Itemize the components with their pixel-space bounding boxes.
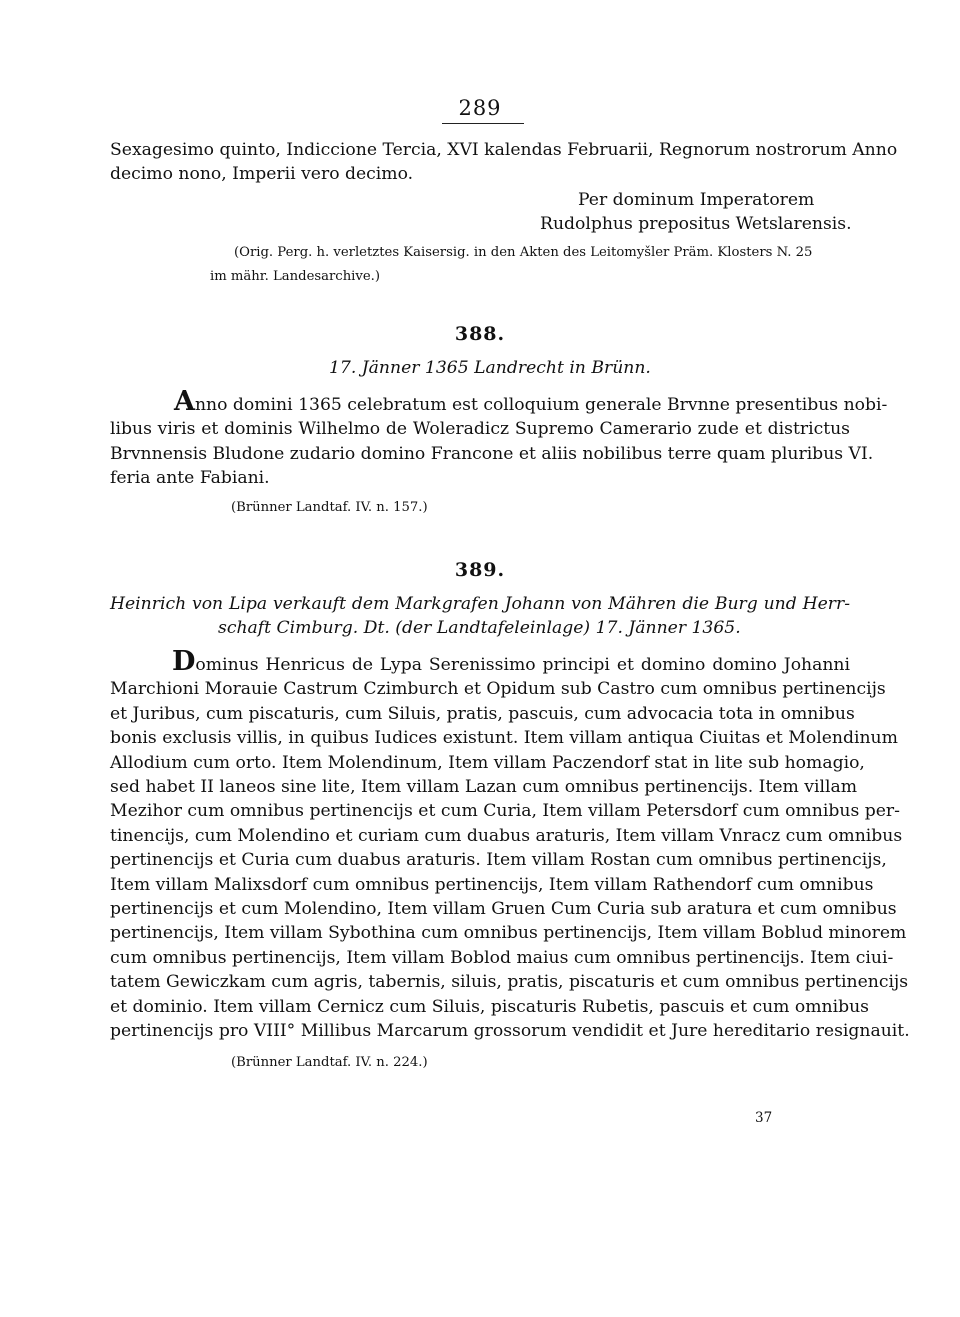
source-note: (Brünner Landtaf. IV. n. 224.)	[231, 1055, 428, 1070]
drop-initial: D	[172, 646, 196, 677]
document-number: 389.	[454, 559, 506, 581]
paragraph-line: sed habet II laneos sine lite, Item villam Lazan cum omnibus pertinencijs. Item villam	[110, 777, 858, 798]
paragraph-line: cum omnibus pertinencijs, Item villam Boblod maius cum omnibus pertinencijs. Item ciui-	[110, 947, 894, 968]
paragraph-line: Item villam Malixsdorf cum omnibus pertinencijs, Item villam Rathendorf cum omnibus	[110, 874, 874, 895]
paragraph-line: feria ante Fabiani.	[110, 468, 270, 489]
document-heading: Heinrich von Lipa verkauft dem Markgrafen Johann von Mähren die Burg und Herr-	[110, 594, 850, 614]
paragraph-line: Brvnnensis Bludone zudario domino Francone et aliis nobilibus terre quam pluribus VI.	[110, 443, 874, 464]
paragraph-line: Marchioni Morauie Castrum Czimburch et Opidum sub Castro cum omnibus pertinencijs	[110, 679, 886, 700]
paragraph-line: tatem Gewiczkam cum agris, tabernis, siluis, pratis, piscaturis et cum omnibus pertinencijs	[110, 972, 909, 993]
paragraph-line: Anno domini 1365 celebratum est colloquium generale Brvnne presentibus nobi-	[174, 386, 888, 417]
source-note: (Orig. Perg. h. verletztes Kaisersig. in den Akten des Leitomyšler Präm. Klosters N. 25	[234, 245, 813, 260]
document-number: 388.	[454, 323, 506, 345]
paragraph-line: tinencijs, cum Molendino et curiam cum duabus araturis, Item villam Vnracz cum omnibus	[110, 825, 903, 846]
source-note: im mähr. Landesarchive.)	[210, 269, 380, 284]
paragraph-line: Allodium cum orto. Item Molendinum, Item villam Paczendorf stat in lite sub homagio,	[110, 752, 865, 773]
paragraph-line: bonis exclusis villis, in quibus Iudices existunt. Item villam antiqua Ciuitas et Molendinum	[110, 728, 898, 749]
page-number: 289	[458, 96, 502, 120]
page-number-rule	[442, 123, 524, 124]
drop-initial: A	[174, 386, 195, 417]
signature-line: Rudolphus prepositus Wetslarensis.	[540, 214, 852, 234]
top-paragraph	[110, 138, 898, 187]
paragraph-line: pertinencijs et Curia cum duabus araturis. Item villam Rostan cum omnibus pertinencijs,	[110, 850, 887, 871]
footer-page-number: 37	[755, 1110, 773, 1126]
doc-389-body	[110, 646, 910, 1044]
document-heading: 17. Jänner 1365 Landrecht in Brünn.	[329, 358, 651, 378]
source-note: (Brünner Landtaf. IV. n. 157.)	[231, 500, 428, 515]
paragraph-line: et dominio. Item villam Cernicz cum Siluis, piscaturis Rubetis, pascuis et cum omnibus	[110, 996, 870, 1017]
document-heading: schaft Cimburg. Dt. (der Landtafeleinlage) 17. Jänner 1365.	[218, 618, 741, 638]
paragraph-line: Dominus Henricus de Lypa Serenissimo principi et domino domino Johanni	[172, 646, 850, 677]
paragraph-line: pertinencijs et cum Molendino, Item villam Gruen Cum Curia sub aratura et cum omnibus	[110, 899, 897, 920]
paragraph-line: et Juribus, cum piscaturis, cum Siluis, pratis, pascuis, cum advocacia tota in omnibus	[110, 703, 855, 724]
paragraph-line: Mezihor cum omnibus pertinencijs et cum Curia, Item villam Petersdorf cum omnibus per-	[110, 801, 900, 822]
paragraph-line: libus viris et dominis Wilhelmo de Woleradicz Supremo Camerario zude et districtus	[110, 419, 850, 440]
signature-line: Per dominum Imperatorem	[578, 190, 815, 210]
doc-388-body	[110, 386, 888, 491]
paragraph-line: pertinencijs pro VIII° Millibus Marcarum grossorum vendidit et Jure hereditario resignauit.	[110, 1021, 910, 1042]
paragraph-line: Sexagesimo quinto, Indiccione Tercia, XVI kalendas Februarii, Regnorum nostrorum Anno	[110, 140, 898, 160]
paragraph-line: pertinencijs, Item villam Sybothina cum omnibus pertinencijs, Item villam Boblud minorem	[110, 923, 907, 944]
paragraph-line: decimo nono, Imperii vero decimo.	[110, 164, 414, 185]
